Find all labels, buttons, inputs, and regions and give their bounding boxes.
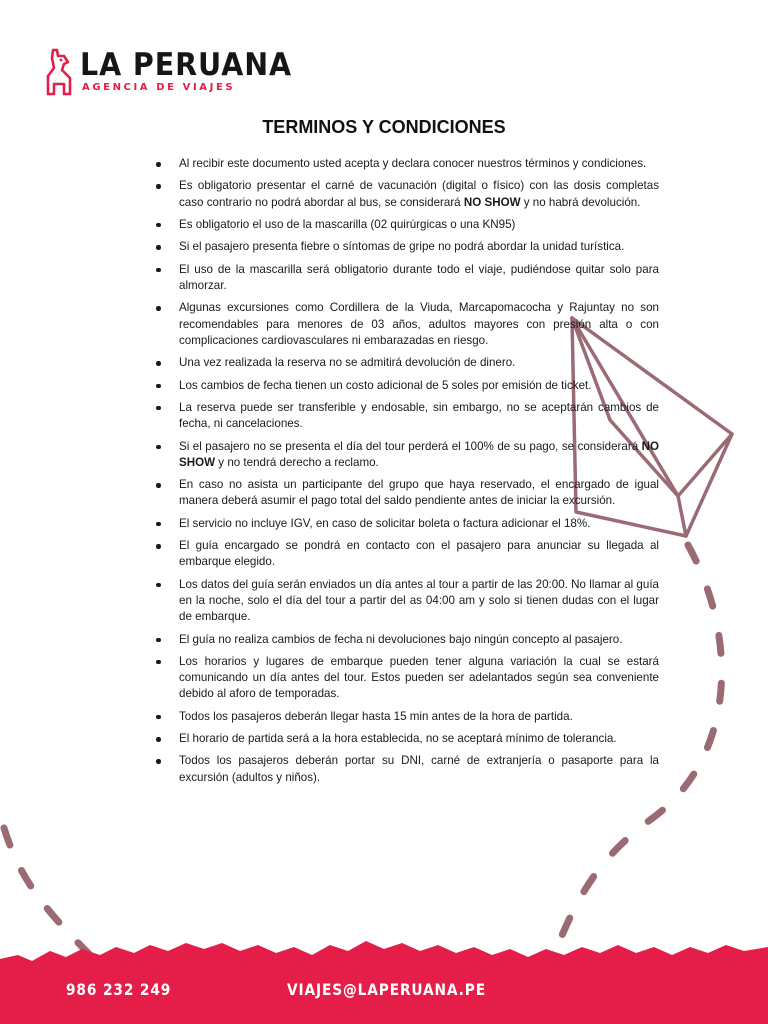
term-text: y no habrá devolución.	[520, 195, 641, 209]
term-text: y no tendrá derecho a reclamo.	[215, 455, 379, 469]
page-title: TERMINOS Y CONDICIONES	[262, 117, 506, 137]
terms-list-item: El guía no realiza cambios de fecha ni devoluciones bajo ningún concepto al pasajero.	[154, 632, 659, 648]
brand-tagline: AGENCIA DE VIAJES	[82, 82, 236, 93]
terms-list-item: Todos los pasajeros deberán llegar hasta 15 min antes de la hora de partida.	[154, 709, 659, 725]
term-text: Es obligatorio presentar el carné de vacunación (digital o físico) con las dosis completas caso contrario no podrá abordar al bus, se considerará	[179, 179, 659, 209]
terms-list-item: Todos los pasajeros deberán portar su DNI, carné de extranjería o pasaporte para la excursión (adultos y niños).	[154, 753, 659, 785]
terms-list-item: Al recibir este documento usted acepta y declara conocer nuestros términos y condiciones.	[154, 156, 659, 172]
terms-list-item: Los cambios de fecha tienen un costo adicional de 5 soles por emisión de ticket.	[154, 378, 659, 394]
facebook-icon[interactable]: f	[27, 0, 35, 19]
terms-list-item: En caso no asista un participante del grupo que haya reservado, el encargado de igual manera deberá asumir el pago total del saldo pendiente antes de iniciar la excursión.	[154, 477, 659, 509]
terms-list-item: La reserva puede ser transferible y endosable, sin embargo, no se aceptarán cambios de fecha, ni cancelaciones.	[154, 400, 659, 432]
brand-name: LA PERUANA	[80, 47, 293, 83]
footer-social[interactable]	[0, 0, 205, 22]
terms-list	[154, 156, 659, 792]
terms-list-item	[154, 178, 659, 210]
alpaca-icon	[44, 48, 74, 96]
terms-list-item: Algunas excursiones como Cordillera de la Viuda, Marcapomacocha y Rajuntay no son recomendables para menores de 03 años, adultos mayores con presión alta o con complicaciones cardiovasculares ni embarazadas en riesgo.	[154, 300, 659, 349]
no-show-emphasis: NO SHOW	[179, 439, 659, 469]
terms-list-item: Una vez realizada la reserva no se admitirá devolución de dinero.	[154, 355, 659, 371]
instagram-icon[interactable]	[0, 2, 17, 19]
terms-list-item: El uso de la mascarilla será obligatorio durante todo el viaje, pudiéndose quitar solo para almorzar.	[154, 262, 659, 294]
terms-list-item: Si el pasajero presenta fiebre o síntomas de gripe no podrá abordar la unidad turística.	[154, 239, 659, 255]
terms-list-item: Es obligatorio el uso de la mascarilla (02 quirúrgicas o una KN95)	[154, 217, 659, 233]
terms-list-item	[154, 439, 659, 471]
terms-list-item: El guía encargado se pondrá en contacto con el pasajero para anunciar su llegada al embarque elegido.	[154, 538, 659, 570]
footer-phone[interactable]: 986 232 249	[66, 980, 172, 999]
terms-list-item: Los horarios y lugares de embarque pueden tener alguna variación la cual se estará comunicando un día antes del tour. Estos pueden ser adelantados según sea conveniente debido al aforo de temporadas.	[154, 654, 659, 703]
social-handle[interactable]: VIAJESLAPERUANA	[48, 0, 205, 19]
terms-list-item: El horario de partida será a la hora establecida, no se aceptará mínimo de tolerancia.	[154, 731, 659, 747]
terms-list-item: El servicio no incluye IGV, en caso de solicitar boleta o factura adicionar el 18%.	[154, 516, 659, 532]
no-show-emphasis: NO SHOW	[463, 195, 521, 209]
terms-list-item: Los datos del guía serán enviados un día antes al tour a partir de las 20:00. No llamar al guía en la noche, solo el día del tour a partir del as 04:00 am y solo si tienen dudas con el lugar de embarque.	[154, 577, 659, 626]
term-text: Si el pasajero no se presenta el día del tour perderá el 100% de su pago, se considerará	[179, 439, 642, 453]
brand-logo	[44, 46, 293, 98]
footer-email[interactable]: VIAJES@LAPERUANA.PE	[287, 980, 486, 999]
